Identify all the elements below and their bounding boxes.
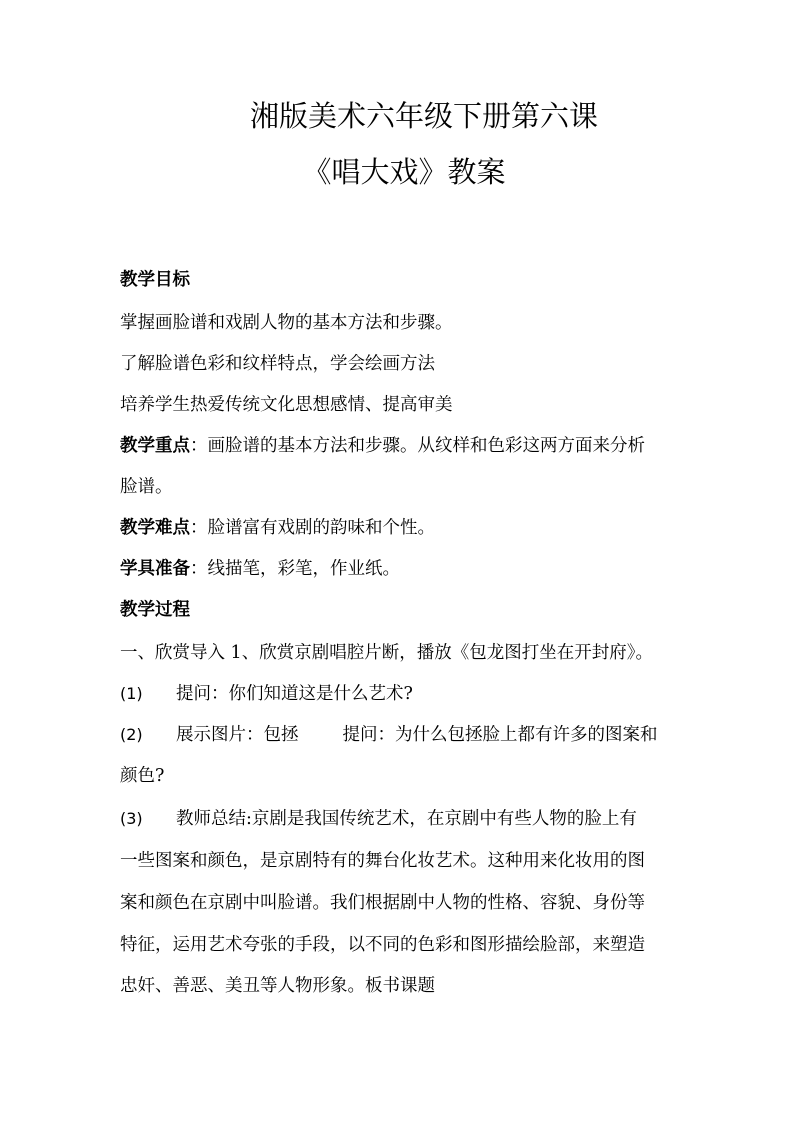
- process-step-cont: 忠奸、善恶、美丑等人物形象。板书课题: [120, 976, 435, 996]
- difficulty-colon: ：: [190, 518, 208, 538]
- process-step-cont: 特征，运用艺术夸张的手段，以不同的色彩和图形描绘脸部，来塑造: [120, 935, 645, 955]
- key-point-text: 画脸谱的基本方法和步骤。从纹样和色彩这两方面来分析: [207, 436, 645, 456]
- step-question: 提问：为什么包拯脸上都有许多的图案和: [342, 725, 658, 745]
- process-intro: 一、欣赏导入 1、欣赏京剧唱腔片断，播放《包龙图打坐在开封府》。: [120, 643, 653, 663]
- difficulty-label: 教学难点: [120, 518, 190, 538]
- step-text: 提问：你们知道这是什么艺术?: [176, 684, 413, 704]
- key-point-label: 教学重点: [120, 436, 190, 456]
- step-number: (2): [120, 725, 143, 744]
- objective-item: 了解脸谱色彩和纹样特点，学会绘画方法: [120, 354, 435, 374]
- process-step: [120, 723, 690, 747]
- key-point-text-cont: 脸谱。: [120, 477, 173, 497]
- materials: [120, 557, 690, 581]
- step-number: (1): [120, 684, 143, 703]
- objectives-heading: 教学目标: [120, 270, 190, 290]
- process-step-cont: 一些图案和颜色，是京剧特有的舞台化妆艺术。这种用来化妆用的图: [120, 851, 645, 871]
- step-text: 展示图片：包拯: [176, 725, 299, 745]
- document-title: 湘版美术六年级下册第六课: [249, 99, 598, 133]
- key-point: [120, 434, 690, 458]
- process-step-cont: 颜色?: [120, 766, 165, 786]
- difficulty: [120, 516, 690, 540]
- process-heading: 教学过程: [120, 600, 190, 620]
- process-step-cont: 案和颜色在京剧中叫脸谱。我们根据剧中人物的性格、容貌、身份等: [120, 893, 645, 913]
- objective-item: 掌握画脸谱和戏剧人物的基本方法和步骤。: [120, 313, 453, 333]
- difficulty-text: 脸谱富有戏剧的韵味和个性。: [207, 518, 435, 538]
- step-text: 教师总结:京剧是我国传统艺术，在京剧中有些人物的脸上有: [176, 809, 637, 829]
- materials-colon: ：: [190, 559, 208, 579]
- document-subtitle: 《唱大戏》教案: [302, 155, 506, 189]
- process-step: [120, 682, 690, 706]
- materials-label: 学具准备: [120, 559, 190, 579]
- process-step: [120, 807, 690, 831]
- step-number: (3): [120, 809, 143, 828]
- materials-text: 线描笔，彩笔，作业纸。: [207, 559, 400, 579]
- objective-item: 培养学生热爱传统文化思想感情、提高审美: [120, 395, 453, 415]
- key-point-colon: ：: [190, 436, 208, 456]
